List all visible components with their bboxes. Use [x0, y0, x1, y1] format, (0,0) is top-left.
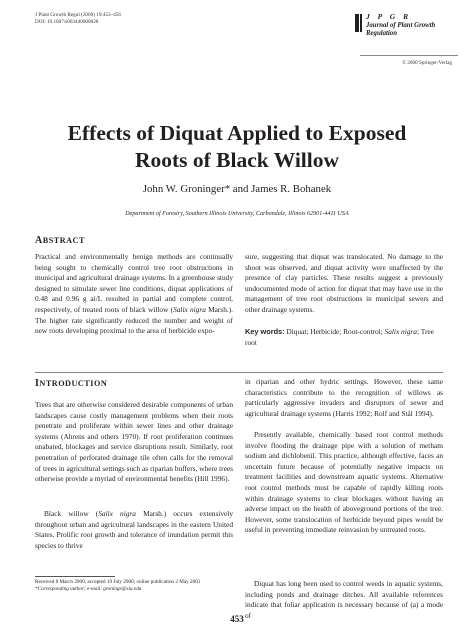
footnote-rule — [35, 576, 115, 577]
title-line-2: Roots of Black Willow — [134, 148, 340, 172]
keywords-text-end: ; Tree root — [245, 327, 434, 347]
abstract-right-column: sure, suggesting that diquat was translocated. No damage to the shoot was observed, and diquat activity were unaffected by the presence of clay particles. These results suggest a previously undocumented mode of action for diquat that may have use in the management of tree root obstructions in municipal sewers and other drainage systems. — [245, 252, 443, 314]
logo-bar-thin — [360, 14, 362, 32]
intro-paragraph-3: in riparian and other hydric settings. However, these same characteristics contribute to the recognition of willows as particularly aggressive invaders and disruptors of sewer and agricultural drainage systems (Harris 1992; Rolf and Stål 1994). — [245, 377, 443, 418]
citation-line-1: J Plant Growth Regul (2000) 19:453–456 — [35, 12, 122, 18]
journal-abbrev: J P G R — [366, 12, 412, 21]
section-divider — [35, 372, 443, 373]
intro-paragraph-5: Diquat has long been used to control weeds in aquatic systems, including ponds and drainage ditches. All available references indicate that foliar application is necessary because of (a) a mode of — [245, 579, 443, 620]
keywords-text: Diquat; Herbicide; Root-control; — [284, 327, 385, 336]
journal-citation — [35, 12, 121, 26]
footnote — [35, 579, 233, 593]
introduction-heading — [35, 378, 107, 389]
authors: John W. Groninger* and James R. Bohanek — [142, 183, 332, 195]
species-name: Salix nigra — [98, 509, 136, 518]
corresponding-author: *Corresponding author; e-mail: groninge@siu.edu — [35, 586, 142, 592]
intro-text-part: Marsh.) occurs extensively throughout urban and agricultural landscapes in the eastern United States. Prolific root growth and tolerance of inundation permit this species to thrive — [35, 509, 234, 550]
introduction-heading-rest: NTRODUCTION — [39, 379, 108, 388]
intro-paragraph-2 — [35, 509, 233, 551]
keywords — [245, 327, 443, 348]
header-rule — [360, 55, 458, 56]
abstract-heading-rest: BSTRACT — [42, 236, 85, 245]
species-name: Salix nigra — [173, 304, 206, 314]
abstract-left-column — [35, 252, 233, 337]
page-number: 453 — [230, 614, 244, 624]
abstract-text-part: Practical and environmentally benign methods are continually being sought to chemically control tree root obstructions in municipal and agricultural drainage systems. In a greenhouse study designed to simulate sewer line conditions, diquat applications of 0.48 and 0.96 g ai/L resulted in partial and complete control, respectively, of treated roots of black willow ( — [35, 252, 233, 314]
journal-name — [366, 22, 456, 39]
received-dates: Received 8 March 2000; accepted 19 July 2000; online publication 2 May 2001 — [35, 579, 201, 585]
intro-paragraph-4: Presently available, chemically based root control methods involve flooding the drainage pipe with a solution of metham sodium and dichlobenil. This practice, although effective, faces an uncertain future because of potentially negative impacts on treatment facilities and downstream aquatic systems. Alternative root control methods must be capable of rapidly killing roots within drainage systems to clear blockages without having an adverse impact on the health of aboveground portions of the tree. However, some translocation of herbicide beyond pipes would be useful in preventing immediate reinvasion by untreated roots. — [245, 430, 443, 535]
copyright-notice: © 2000 Springer-Verlag — [402, 60, 452, 66]
intro-paragraph-1: Trees that are otherwise considered desirable components of urban landscapes cause costly management problems when their roots penetrate and proliferate within sewer lines and other drainage systems (Ahrens and others 1970). If root proliferation continues unabated, blockages and service disruptions result. Similarly, root penetration of perforated drainage tile often calls for the removal of trees in agricultural settings such as riparian buffers, where trees otherwise provide a myriad of environmental benefits (Hill 1996). — [35, 400, 233, 484]
logo-bar — [355, 14, 359, 32]
journal-name-line-1: Journal of Plant Growth — [366, 22, 436, 29]
article-title — [20, 120, 454, 174]
intro-text-part: Black willow ( — [44, 509, 99, 518]
abstract-heading — [35, 235, 85, 246]
journal-logo — [300, 10, 445, 52]
introduction-heading-cap: I — [35, 378, 40, 389]
keywords-species: Salix nigra — [384, 327, 417, 336]
title-line-1: Effects of Diquat Applied to Exposed — [67, 121, 407, 145]
journal-name-line-2: Regulation — [366, 30, 397, 38]
abstract-text-part: Marsh.). The higher rate significantly reduced the number and weight of new roots developing proximal to the area of herbicide expo- — [35, 304, 233, 336]
keywords-label: Key words: — [245, 327, 285, 336]
citation-doi: DOI: 10.1007/s003440000028 — [35, 19, 99, 25]
abstract-heading-cap: A — [35, 235, 43, 246]
affiliation: Department of Forestry, Southern Illinois University, Carbondale, Illinois 62901-4411 USA — [125, 211, 349, 217]
